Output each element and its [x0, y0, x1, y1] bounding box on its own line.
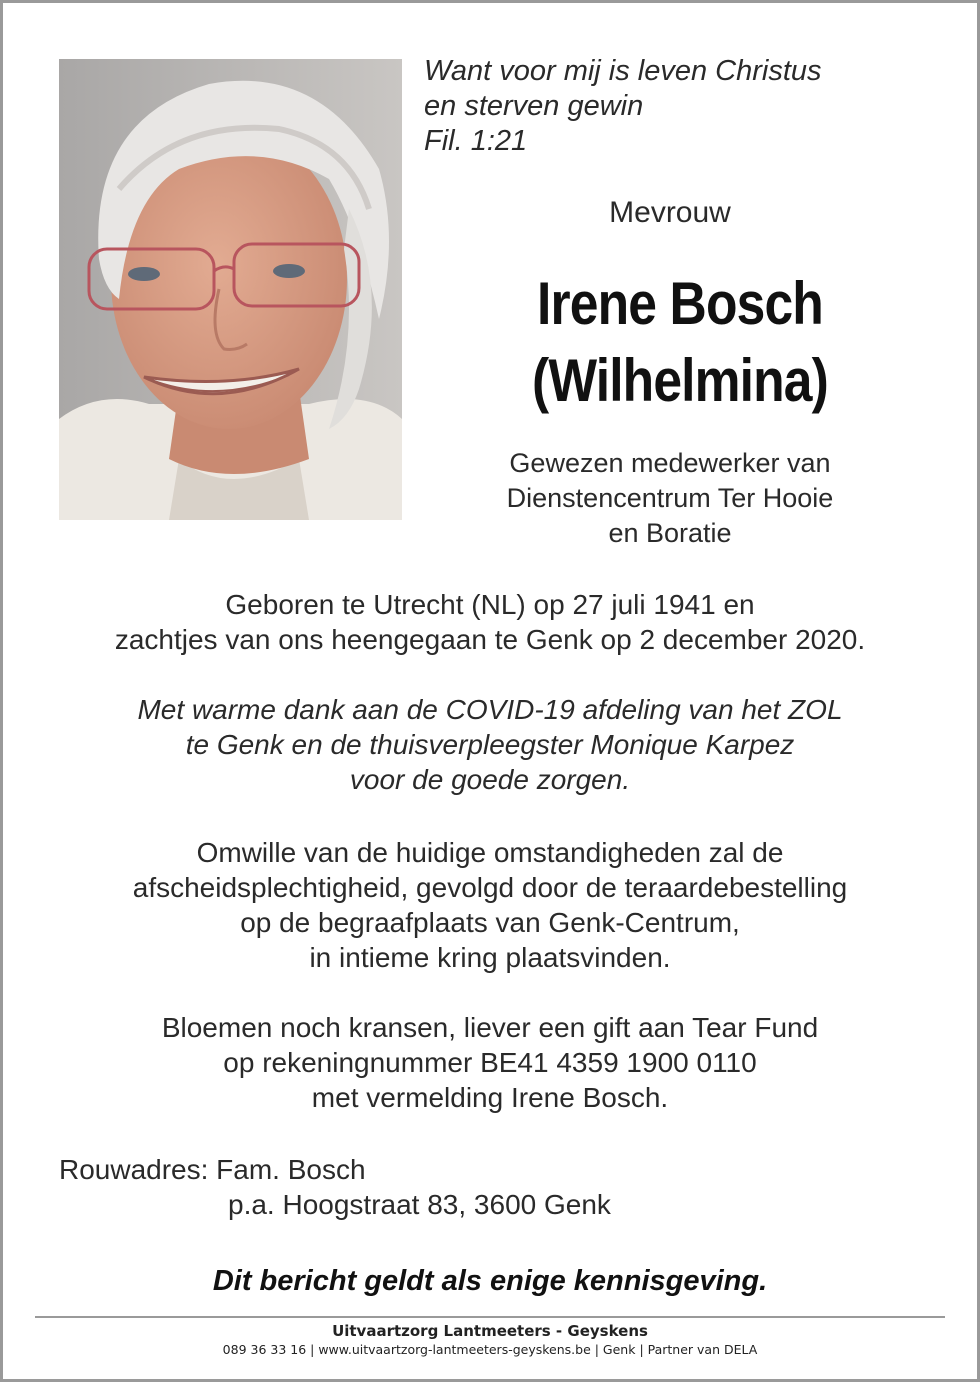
birth-line: Geboren te Utrecht (NL) op 27 juli 1941 en — [225, 589, 755, 620]
verse-line: en sterven gewin — [424, 90, 644, 122]
name-line: Irene Bosch — [537, 270, 823, 337]
birth-death-info — [0, 587, 980, 657]
funeral-home-contact: 089 36 33 16 | www.uitvaartzorg-lantmeeters-geyskens.be | Genk | Partner van DELA — [222, 1342, 758, 1357]
honorific: Mevrouw — [609, 196, 731, 229]
thanks-line: te Genk en de thuisverpleegster Monique Karpez — [185, 729, 795, 760]
role-line: Dienstencentrum Ter Hooie — [506, 483, 834, 513]
name-alias: (Wilhelmina) — [532, 347, 828, 414]
footer-divider — [35, 1316, 945, 1318]
verse-reference: Fil. 1:21 — [424, 125, 528, 157]
notice-statement: Dit bericht geldt als enige kennisgeving. — [212, 1265, 768, 1297]
thanks-line: Met warme dank aan de COVID-19 afdeling van het ZOL — [137, 694, 843, 725]
mourning-address-street: p.a. Hoogstraat 83, 3600 Genk — [228, 1189, 611, 1220]
thanks-line: voor de goede zorgen. — [349, 764, 631, 795]
funeral-home-name: Uitvaartzorg Lantmeeters - Geyskens — [332, 1322, 648, 1340]
donation-paragraph — [0, 1010, 980, 1115]
death-line: zachtjes van ons heengegaan te Genk op 2 december 2020. — [114, 624, 866, 655]
mourning-address-label: Rouwadres: Fam. Bosch — [59, 1154, 366, 1185]
role-line: Gewezen medewerker van — [509, 448, 831, 478]
ceremony-line: Omwille van de huidige omstandigheden zal de — [196, 837, 784, 868]
bible-verse — [424, 54, 822, 159]
donation-line: Bloemen noch kransen, liever een gift aan Tear Fund — [161, 1012, 819, 1043]
ceremony-line: op de begraafplaats van Genk-Centrum, — [240, 907, 740, 938]
donation-line: op rekeningnummer BE41 4359 1900 0110 — [223, 1047, 757, 1078]
verse-line: Want voor mij is leven Christus — [424, 55, 822, 87]
ceremony-paragraph — [0, 835, 980, 975]
role-line: en Boratie — [608, 518, 732, 548]
deceased-name — [465, 265, 895, 419]
former-role — [420, 446, 920, 551]
portrait-photo — [59, 59, 402, 520]
ceremony-line: afscheidsplechtigheid, gevolgd door de teraardebestelling — [132, 872, 848, 903]
donation-line: met vermelding Irene Bosch. — [311, 1082, 669, 1113]
ceremony-line: in intieme kring plaatsvinden. — [309, 942, 671, 973]
thanks-paragraph — [0, 692, 980, 797]
